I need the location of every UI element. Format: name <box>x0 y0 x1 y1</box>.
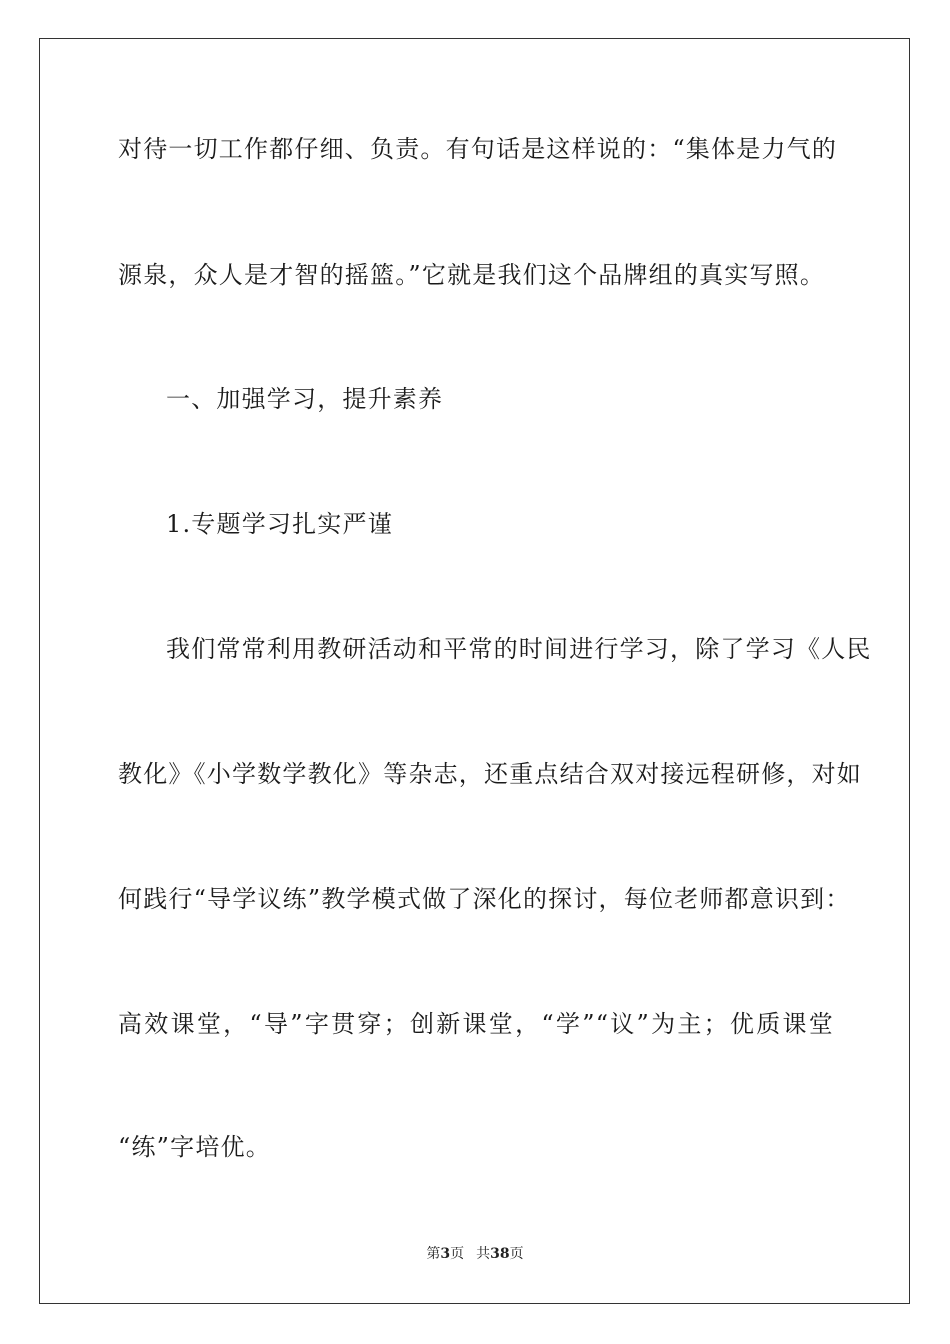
footer-total-pages: 38 <box>490 1246 510 1262</box>
subsection-heading: 1.专题学习扎实严谨 <box>166 510 393 538</box>
footer-page-suffix: 页 <box>450 1246 465 1262</box>
section-heading: 一、加强学习，提升素养 <box>166 385 444 413</box>
footer-prefix: 第 <box>426 1246 441 1262</box>
body-text-line: 源泉，众人是才智的摇篮。”它就是我们这个品牌组的真实写照。 <box>118 261 826 289</box>
page-border <box>39 38 910 1304</box>
body-text-line: 教化》《小学数学教化》等杂志，还重点结合双对接远程研修，对如 <box>118 760 862 788</box>
body-text-line: 何践行“导学议练”教学模式做了深化的探讨，每位老师都意识到： <box>118 885 851 913</box>
body-text-line: 高效课堂，“导”字贯穿；创新课堂，“学”“议”为主；优质课堂 <box>118 1010 834 1038</box>
body-text-line: “练”字培优。 <box>118 1133 271 1161</box>
footer-page-number: 3 <box>440 1246 451 1262</box>
footer-total-suffix: 页 <box>509 1246 524 1262</box>
body-text-line: 我们常常利用教研活动和平常的时间进行学习，除了学习《人民 <box>166 635 872 663</box>
page-footer <box>0 1245 950 1263</box>
body-text-line: 对待一切工作都仔细、负责。有句话是这样说的：“集体是力气的 <box>118 135 838 163</box>
footer-total-prefix: 共 <box>476 1246 491 1262</box>
